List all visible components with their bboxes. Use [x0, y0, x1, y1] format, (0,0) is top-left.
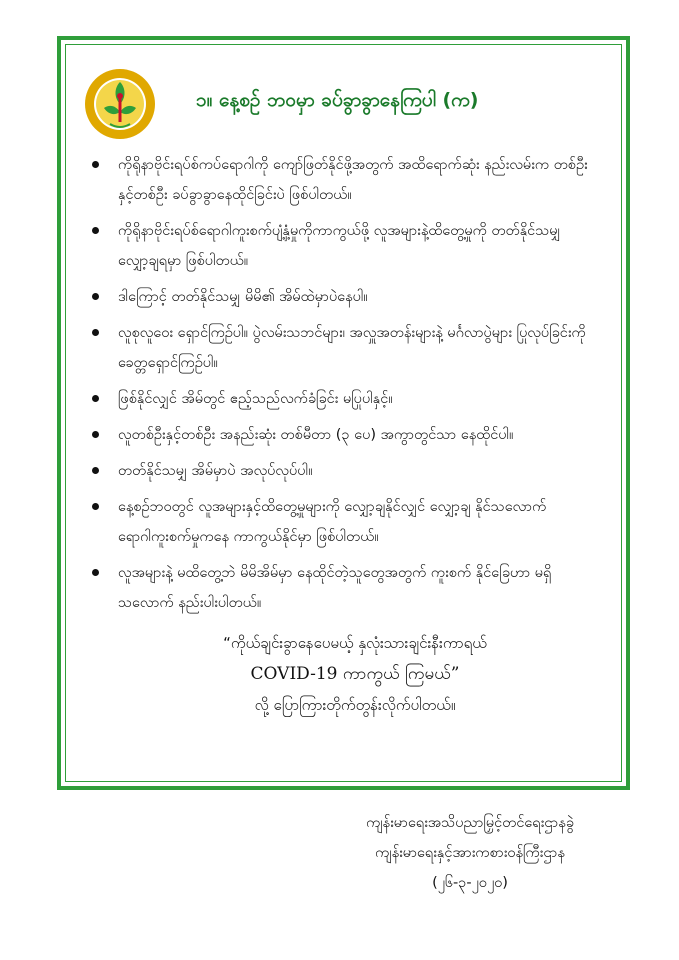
bullet-dot: [92, 467, 99, 474]
bullet-text: ကိုရိုနာဗိုင်းရပ်စ်ရောဂါကူးစက်ပျံ့နှံ့မှုကိုကာကွယ်ဖို့ လူအများနဲ့ထိတွေ့မှုကို တတ်နိုင်သမျှ လျှော့ချရမှာ ဖြစ်ပါတယ်။: [118, 223, 561, 269]
bullet-dot: [92, 431, 99, 438]
bullet-text: ဒါကြောင့် တတ်နိုင်သမျှ မိမိ၏ အိမ်ထဲမှာပဲနေပါ။: [118, 289, 368, 305]
slogan-line-1: “ကိုယ်ချင်းခွာနေပေမယ့် နှလုံးသားချင်းနီးကာရယ်: [223, 634, 487, 652]
list-item: [90, 318, 590, 378]
issuer-signature-block: [290, 808, 650, 898]
list-item: [90, 456, 590, 486]
bullet-dot: [92, 293, 99, 300]
bullet-dot: [92, 503, 99, 510]
bullet-text: လူတစ်ဦးနှင့်တစ်ဦး အနည်းဆုံး တစ်မီတာ (၃ ပေ) အကွာတွင်သာ နေထိုင်ပါ။: [118, 427, 514, 443]
bullet-text: တတ်နိုင်သမျှ အိမ်မှာပဲ အလုပ်လုပ်ပါ။: [118, 463, 313, 479]
bullet-dot: [92, 329, 99, 336]
issue-date: (၂၆-၃-၂၀၂၀): [432, 875, 508, 891]
bullet-list: [90, 150, 590, 624]
ministry-emblem-icon: [84, 68, 156, 140]
bullet-text: ကိုရိုနာဗိုင်းရပ်စ်ကပ်ရောဂါကို ကျော်ဖြတ်နိုင်ဖို့အတွက် အထိရောက်ဆုံး နည်းလမ်းက တစ်ဦးနှင့်တစ်ဦး ခပ်ခွာခွာနေထိုင်ခြင်းပဲ ဖြစ်ပါတယ်။: [118, 157, 588, 203]
list-item: [90, 558, 590, 618]
issuer-ministry: ကျန်းမာရေးနှင့်အားကစားဝန်ကြီးဌာန: [375, 845, 565, 861]
bullet-dot: [92, 569, 99, 576]
bullet-dot: [92, 227, 99, 234]
issuer-department: ကျန်းမာရေးအသိပညာမြှင့်တင်ရေးဌာနခွဲ: [366, 815, 574, 831]
bullet-text: လူစုလူဝေး ရှောင်ကြဉ်ပါ။ ပွဲလမ်းသဘင်များ၊ အလှူအတန်းများနဲ့ မင်္ဂလာပွဲများ ပြုလုပ်ခြင်းကို ခေတ္တရှောင်ကြဉ်ပါ။: [118, 325, 586, 371]
list-item: [90, 420, 590, 450]
list-item: [90, 282, 590, 312]
bullet-text: နေ့စဉ်ဘဝတွင် လူအများနှင့်ထိတွေ့မှုများကို လျှော့ချနိုင်လျှင် လျှော့ချ နိုင်သလောက် ရောဂါကူးစက်မှုကနေ ကာကွယ်နိုင်မှာ ဖြစ်ပါတယ်။: [118, 499, 547, 545]
page-heading: ၁။ နေ့စဉ် ဘဝမှာ ခပ်ခွာခွာနေကြပါ (က): [196, 89, 479, 111]
slogan-block: [90, 628, 620, 721]
bullet-text: ဖြစ်နိုင်လျှင် အိမ်တွင် ဧည့်သည်လက်ခံခြင်း မပြုပါနှင့်။: [118, 391, 393, 407]
slogan-line-2: COVID-19 ကာကွယ် ကြမယ်”: [250, 664, 460, 684]
bullet-dot: [92, 395, 99, 402]
bullet-text: လူအများနဲ့ မထိတွေ့ဘဲ မိမိအိမ်မှာ နေထိုင်တဲ့သူတွေအတွက် ကူးစက် နိုင်ခြေဟာ မရှိသလောက် နည်းပါးပါတယ်။: [118, 565, 552, 611]
list-item: [90, 492, 590, 552]
list-item: [90, 150, 590, 210]
slogan-line-3: လို့ ပြောကြားတိုက်တွန်းလိုက်ပါတယ်။: [254, 696, 456, 714]
bullet-dot: [92, 161, 99, 168]
list-item: [90, 384, 590, 414]
list-item: [90, 216, 590, 276]
